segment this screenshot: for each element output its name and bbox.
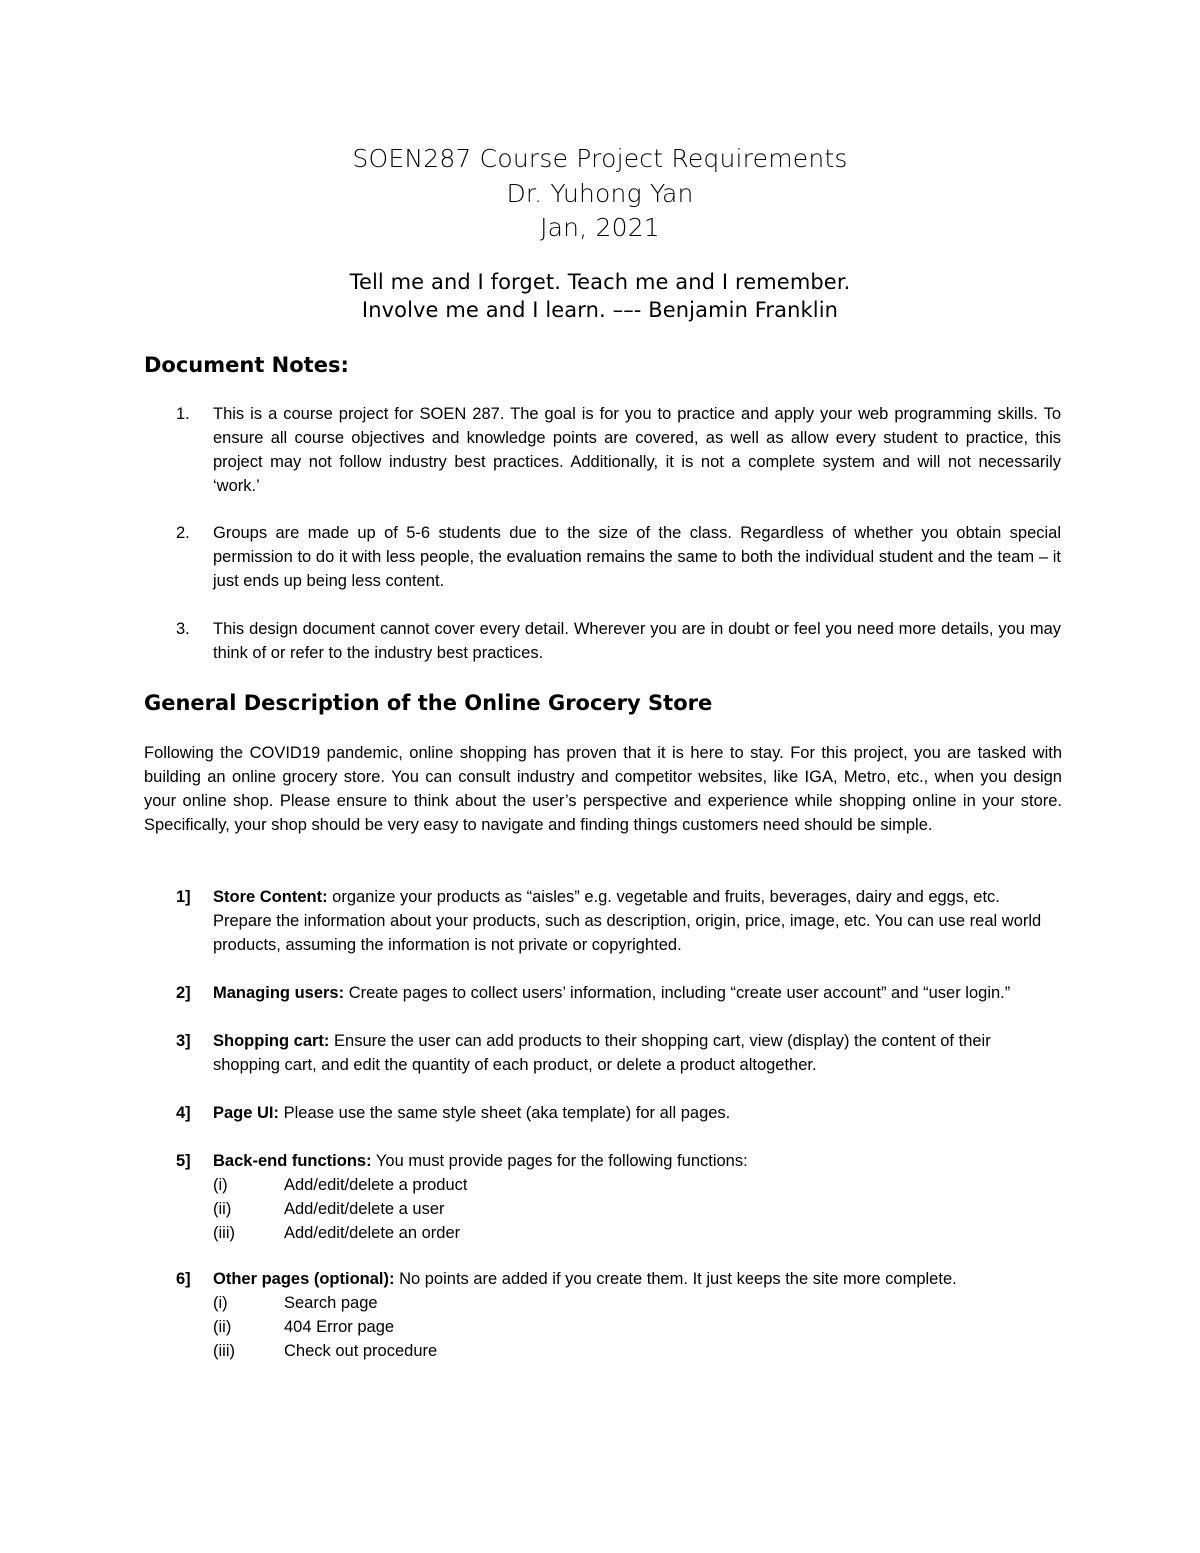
document-title: SOEN287 Course Project Requirements [352, 144, 848, 173]
sub-item-text: Add/edit/delete a product [284, 1176, 468, 1194]
requirement-number: 3] [176, 1032, 191, 1050]
description-heading: General Description of the Online Grocery Store [144, 691, 713, 715]
requirement-text [213, 885, 1061, 957]
requirement-description: organize your products as “aisles” e.g. vegetable and fruits, beverages, dairy and eggs, etc. Prepare the information about your products, such as description, origin, price, image, etc. You can use real world products, assuming the information is not private or copyrighted. [213, 888, 1042, 954]
document-author: Dr. Yuhong Yan [506, 179, 694, 208]
sub-item [213, 1221, 913, 1245]
requirement-number: 6] [176, 1270, 191, 1288]
sub-item-numeral: (i) [213, 1294, 228, 1312]
requirement-label: Store Content: [213, 888, 328, 906]
requirement-label: Page UI: [213, 1104, 280, 1122]
requirement-description: Please use the same style sheet (aka template) for all pages. [279, 1104, 731, 1122]
note-number: 2. [176, 524, 190, 542]
requirement-number: 2] [176, 984, 191, 1002]
sub-item [213, 1173, 913, 1197]
quote-line-2: Involve me and I learn. ––- Benjamin Franklin [361, 298, 839, 322]
sub-item-text: Add/edit/delete a user [284, 1200, 445, 1218]
requirement-label: Other pages (optional): [213, 1270, 395, 1288]
requirement-description: Create pages to collect users’ information, including “create user account” and “user login.” [344, 984, 1011, 1002]
sub-item [213, 1339, 913, 1363]
requirement-label: Managing users: [213, 984, 345, 1002]
requirement-number: 1] [176, 888, 191, 906]
sub-item [213, 1291, 913, 1315]
description-paragraph: Following the COVID19 pandemic, online shopping has proven that it is here to stay. For this project, you are tasked with building an online grocery store. You can consult industry and competitor websites, like IGA, Metro, etc., when you design your online shop. Please ensure to think about the user’s perspective and experience while shopping online in your store. Specifically, your shop should be very easy to navigate and finding things customers need should be simple. [144, 744, 1062, 834]
requirement-description: No points are added if you create them. It just keeps the site more complete. [394, 1270, 957, 1288]
note-text: This design document cannot cover every detail. Wherever you are in doubt or feel you need more details, you may think of or refer to the industry best practices. [213, 620, 1061, 662]
requirement-description: Ensure the user can add products to their shopping cart, view (display) the content of their shopping cart, and edit the quantity of each product, or delete a product altogether. [213, 1032, 991, 1074]
note-text: This is a course project for SOEN 287. The goal is for you to practice and apply your web programming skills. To ensure all course objectives and knowledge points are covered, as well as allow every student to practice, this project may not follow industry best practices. Additionally, it is not a complete system and will not necessarily ‘work.’ [213, 405, 1061, 495]
sub-item [213, 1197, 913, 1221]
requirement-label: Shopping cart: [213, 1032, 330, 1050]
requirement-description: You must provide pages for the following functions: [371, 1152, 748, 1170]
requirement-text [213, 1267, 1061, 1291]
requirement-number: 5] [176, 1152, 191, 1170]
sub-item-numeral: (ii) [213, 1318, 232, 1336]
sub-item-numeral: (ii) [213, 1200, 232, 1218]
requirement-label: Back-end functions: [213, 1152, 372, 1170]
note-number: 3. [176, 620, 190, 638]
requirement-text [213, 1149, 1061, 1173]
sub-item-numeral: (iii) [213, 1342, 235, 1360]
requirement-number: 4] [176, 1104, 191, 1122]
sub-item-text: 404 Error page [284, 1318, 395, 1336]
note-number: 1. [176, 405, 190, 423]
notes-heading: Document Notes: [144, 353, 349, 377]
sub-item [213, 1315, 913, 1339]
requirement-text [213, 1029, 1061, 1077]
quote-line-1: Tell me and I forget. Teach me and I remember. [349, 270, 851, 294]
sub-item-numeral: (iii) [213, 1224, 235, 1242]
note-text: Groups are made up of 5-6 students due to the size of the class. Regardless of whether you obtain special permission to do it with less people, the evaluation remains the same to both the individual student and the team – it just ends up being less content. [213, 524, 1061, 590]
document-date: Jan, 2021 [540, 213, 660, 242]
requirement-text [213, 981, 1061, 1005]
sub-item-text: Check out procedure [284, 1342, 438, 1360]
sub-item-numeral: (i) [213, 1176, 228, 1194]
sub-item-text: Add/edit/delete an order [284, 1224, 461, 1242]
requirement-text [213, 1101, 1061, 1125]
sub-item-text: Search page [284, 1294, 378, 1312]
